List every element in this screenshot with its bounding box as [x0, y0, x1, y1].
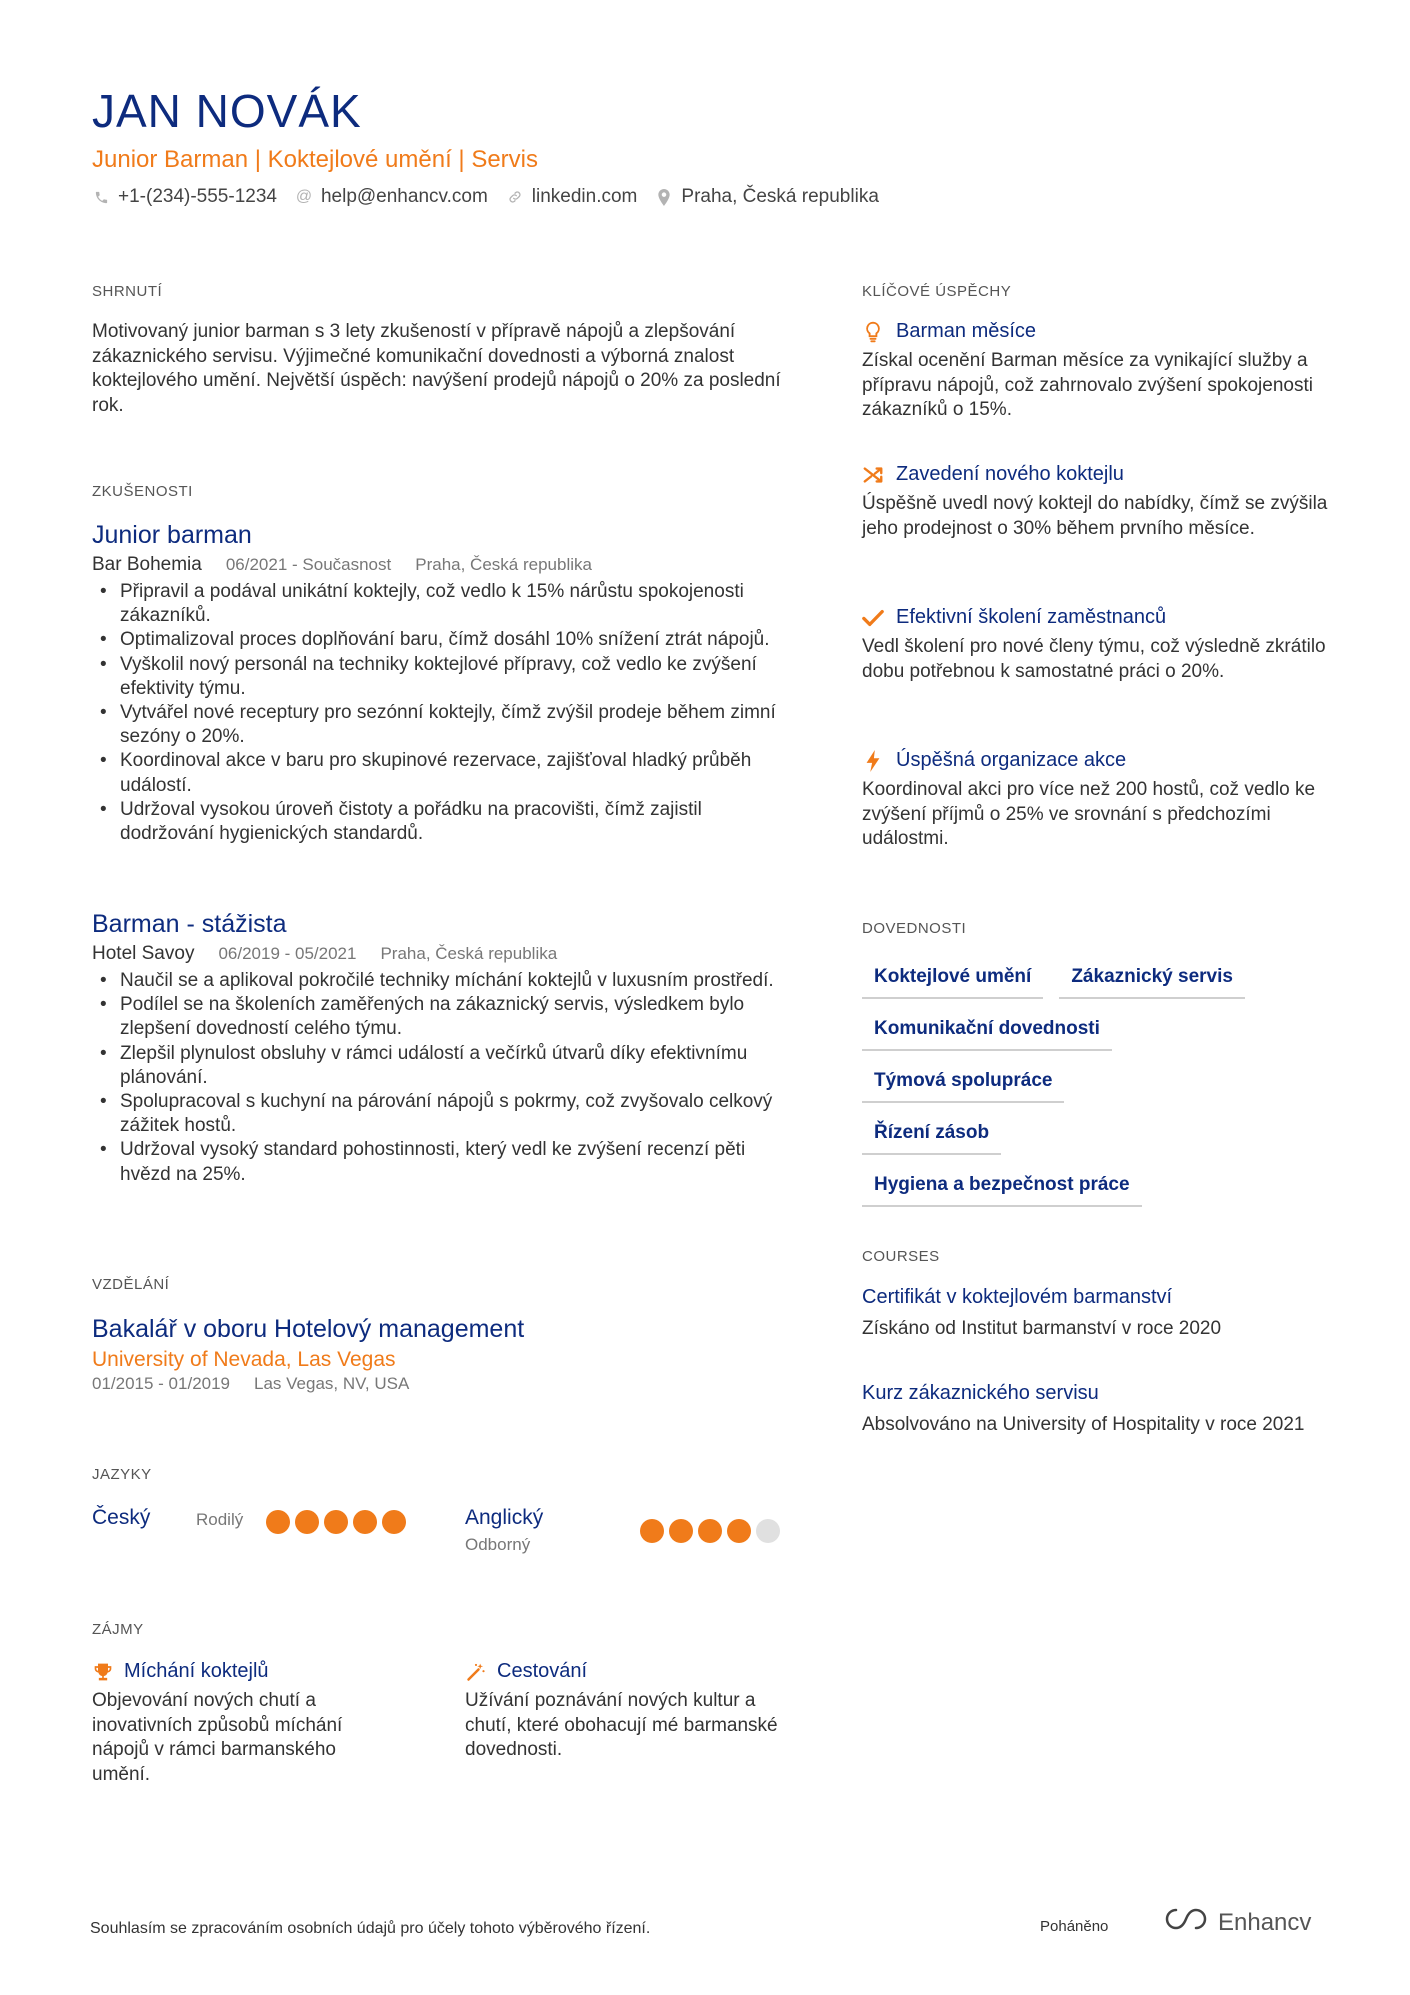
- job-title: Junior barman: [92, 521, 252, 549]
- rating-dot-filled: [266, 1510, 290, 1534]
- powered-by-label: Poháněno: [1040, 1918, 1109, 1935]
- course-entry: [862, 1286, 1332, 1342]
- lightning-icon: [862, 750, 884, 772]
- magic-wand-icon: [465, 1661, 487, 1683]
- achievement-text: Úspěšně uvedl nový koktejl do nabídky, čímž se zvýšila jeho prodejnost o 30% během prvního měsíce.: [862, 493, 1328, 539]
- job-bullet: • Udržoval vysoký standard pohostinnosti, který vedl ke zvýšení recenzí pěti hvězd na 25%.: [92, 1138, 792, 1186]
- education-meta: [92, 1374, 792, 1394]
- contact-phone-text: +1-(234)-555-1234: [118, 186, 277, 207]
- job-bullet: • Udržoval vysokou úroveň čistoty a pořádku na pracovišti, čímž zajistil dodržování hygienických standardů.: [92, 798, 792, 846]
- job-meta: [92, 943, 792, 965]
- link-icon: [506, 188, 524, 206]
- achievement-entry: [862, 749, 1332, 852]
- skill-tag: Koktejlové umění: [862, 966, 1043, 999]
- skill-tag: Hygiena a bezpečnost práce: [862, 1174, 1142, 1207]
- interests-heading: ZÁJMY: [92, 1621, 144, 1638]
- checkmark-icon: [862, 607, 884, 629]
- languages-heading: JAZYKY: [92, 1466, 152, 1483]
- contact-linkedin[interactable]: [506, 186, 638, 208]
- skills-heading: DOVEDNOSTI: [862, 920, 967, 937]
- achievement-title-text: Zavedení nového koktejlu: [896, 463, 1124, 485]
- achievement-title-text: Barman měsíce: [896, 320, 1037, 342]
- rating-dot-filled: [324, 1510, 348, 1534]
- course-text: Získáno od Institut barmanství v roce 2020: [862, 1318, 1222, 1339]
- job-bullet: • Zlepšil plynulost obsluhy v rámci událostí a večírků útvarů díky efektivnímu plánování.: [92, 1042, 792, 1090]
- education-school: University of Nevada, Las Vegas: [92, 1348, 396, 1371]
- achievement-text: Koordinoval akci pro více než 200 hostů, což vedlo ke zvýšení příjmů o 25% ve srovnání s předchozími událostmi.: [862, 779, 1316, 849]
- contact-location-text: Praha, Česká republika: [681, 186, 879, 207]
- experience-heading: ZKUŠENOSTI: [92, 483, 193, 500]
- contact-email[interactable]: [295, 186, 488, 208]
- brand-logo[interactable]: [1162, 1906, 1311, 1939]
- job-bullet: • Spolupracoval s kuchyní na párování nápojů s pokrmy, což zvyšovalo celkový zážitek hostů.: [92, 1090, 792, 1138]
- summary-heading: SHRNUTÍ: [92, 283, 163, 300]
- job-company: Bar Bohemia: [92, 554, 202, 575]
- rating-dot-filled: [295, 1510, 319, 1534]
- candidate-name: JAN NOVÁK: [92, 85, 362, 137]
- education-degree: Bakalář v oboru Hotelový management: [92, 1315, 525, 1343]
- skill-tag: Řízení zásob: [862, 1122, 1001, 1155]
- achievement-title: [862, 320, 1332, 343]
- language-name: Český: [92, 1506, 151, 1529]
- contact-location: [655, 186, 879, 208]
- rating-dot-filled: [727, 1519, 751, 1543]
- job-location: Praha, Česká republika: [415, 555, 592, 574]
- trophy-icon: [92, 1661, 114, 1683]
- interest-entry: [465, 1660, 795, 1763]
- candidate-headline: Junior Barman | Koktejlové umění | Servis: [92, 146, 538, 173]
- job-bullets: [92, 580, 792, 846]
- job-bullet: • Naučil se a aplikoval pokročilé techniky míchání koktejlů v luxusním prostředí.: [92, 969, 792, 993]
- rating-dot-filled: [669, 1519, 693, 1543]
- rating-dot-filled: [353, 1510, 377, 1534]
- job-bullet: • Optimalizoval proces doplňování baru, čímž dosáhl 10% snížení ztrát nápojů.: [92, 628, 792, 652]
- achievement-title-text: Úspěšná organizace akce: [896, 749, 1127, 771]
- summary-text: Motivovaný junior barman s 3 lety zkušeností v přípravě nápojů a zlepšování zákaznického servisu. Výjimečné komunikační dovednosti a výborná znalost koktejlového umění. Největší úspěch: navýšení prodejů nápojů o 20% za poslední rok.: [92, 321, 781, 416]
- brand-name: Enhancv: [1218, 1908, 1312, 1936]
- courses-heading: COURSES: [862, 1248, 940, 1265]
- course-entry: [862, 1382, 1332, 1438]
- course-title: Certifikát v koktejlovém barmanství: [862, 1286, 1173, 1308]
- achievement-entry: [862, 606, 1332, 684]
- language-level: Rodilý: [196, 1510, 244, 1529]
- job-bullet: • Připravil a podával unikátní koktejly, což vedlo k 15% nárůstu spokojenosti zákazníků.: [92, 580, 792, 628]
- contact-email-text: help@enhancv.com: [320, 186, 488, 207]
- achievement-text: Získal ocenění Barman měsíce za vynikající služby a přípravu nápojů, což zahrnovalo zvýšení spokojenosti zákazníků o 15%.: [862, 350, 1313, 420]
- course-text: Absolvováno na University of Hospitality v roce 2021: [862, 1414, 1305, 1435]
- language-level: Odborný: [465, 1535, 531, 1554]
- skill-tag: Zákaznický servis: [1059, 966, 1245, 999]
- shuffle-icon: [862, 464, 884, 486]
- job-bullet: • Vyškolil nový personál na techniky koktejlové přípravy, což vedlo ke zvýšení efektivity týmu.: [92, 653, 792, 701]
- interest-entry: [92, 1660, 392, 1787]
- rating-dot-filled: [382, 1510, 406, 1534]
- language-rating: [640, 1519, 780, 1543]
- job-company: Hotel Savoy: [92, 943, 195, 964]
- skills-list: [862, 966, 1332, 1207]
- education-dates: 01/2015 - 01/2019: [92, 1374, 231, 1393]
- achievement-title: [862, 606, 1332, 629]
- achievement-title-text: Efektivní školení zaměstnanců: [896, 606, 1167, 628]
- rating-dot-filled: [640, 1519, 664, 1543]
- job-entry: [92, 521, 792, 846]
- job-meta: [92, 554, 792, 576]
- education-entry: [92, 1315, 792, 1394]
- job-bullet: • Vytvářel nové receptury pro sezónní koktejly, čímž zvýšil prodeje během zimní sezóny o 20%.: [92, 701, 792, 749]
- job-bullet: • Koordinoval akce v baru pro skupinové rezervace, zajišťoval hladký průběh událostí.: [92, 749, 792, 797]
- job-dates: 06/2019 - 05/2021: [218, 944, 357, 963]
- contact-phone[interactable]: [92, 186, 277, 208]
- interest-title: [92, 1660, 392, 1683]
- job-entry: [92, 910, 792, 1187]
- interest-text: Užívání poznávání nových kultur a chutí, které obohacují mé barmanské dovednosti.: [465, 1690, 778, 1760]
- at-icon: @: [295, 188, 313, 205]
- job-location: Praha, Česká republika: [380, 944, 558, 963]
- location-icon: [655, 188, 673, 206]
- achievement-entry: [862, 463, 1332, 541]
- rating-dot-empty: [756, 1519, 780, 1543]
- language-rating: [266, 1510, 406, 1534]
- course-title: Kurz zákaznického servisu: [862, 1382, 1099, 1404]
- achievement-title: [862, 749, 1332, 772]
- achievement-text: Vedl školení pro nové členy týmu, což výsledně zkrátilo dobu potřebnou k samostatné práci o 20%.: [862, 636, 1326, 682]
- consent-note: Souhlasím se zpracováním osobních údajů pro účely tohoto výběrového řízení.: [90, 1920, 651, 1937]
- rating-dot-filled: [698, 1519, 722, 1543]
- contact-linkedin-text: linkedin.com: [531, 186, 638, 207]
- education-heading: VZDĚLÁNÍ: [92, 1276, 170, 1293]
- lightbulb-icon: [862, 321, 884, 343]
- interest-title-text: Cestování: [497, 1660, 588, 1682]
- interest-text: Objevování nových chutí a inovativních způsobů míchání nápojů v rámci barmanského umění.: [92, 1690, 343, 1785]
- achievement-entry: [862, 320, 1332, 423]
- skill-tag: Komunikační dovednosti: [862, 1018, 1112, 1051]
- language-name: Anglický: [465, 1506, 544, 1529]
- job-bullet: • Podílel se na školeních zaměřených na zákaznický servis, výsledkem bylo zlepšení dovedností celého týmu.: [92, 993, 792, 1041]
- enhancv-logo-icon: [1162, 1906, 1210, 1939]
- job-title: Barman - stážista: [92, 910, 287, 938]
- job-dates: 06/2021 - Současnost: [225, 555, 392, 574]
- interest-title: [465, 1660, 795, 1683]
- phone-icon: [92, 188, 110, 206]
- contact-bar: [92, 186, 879, 208]
- achievements-heading: KLÍČOVÉ ÚSPĚCHY: [862, 283, 1012, 300]
- achievement-title: [862, 463, 1332, 486]
- skill-tag: Týmová spolupráce: [862, 1070, 1064, 1103]
- job-bullets: [92, 969, 792, 1187]
- interest-title-text: Míchání koktejlů: [124, 1660, 269, 1682]
- education-location: Las Vegas, NV, USA: [254, 1374, 410, 1393]
